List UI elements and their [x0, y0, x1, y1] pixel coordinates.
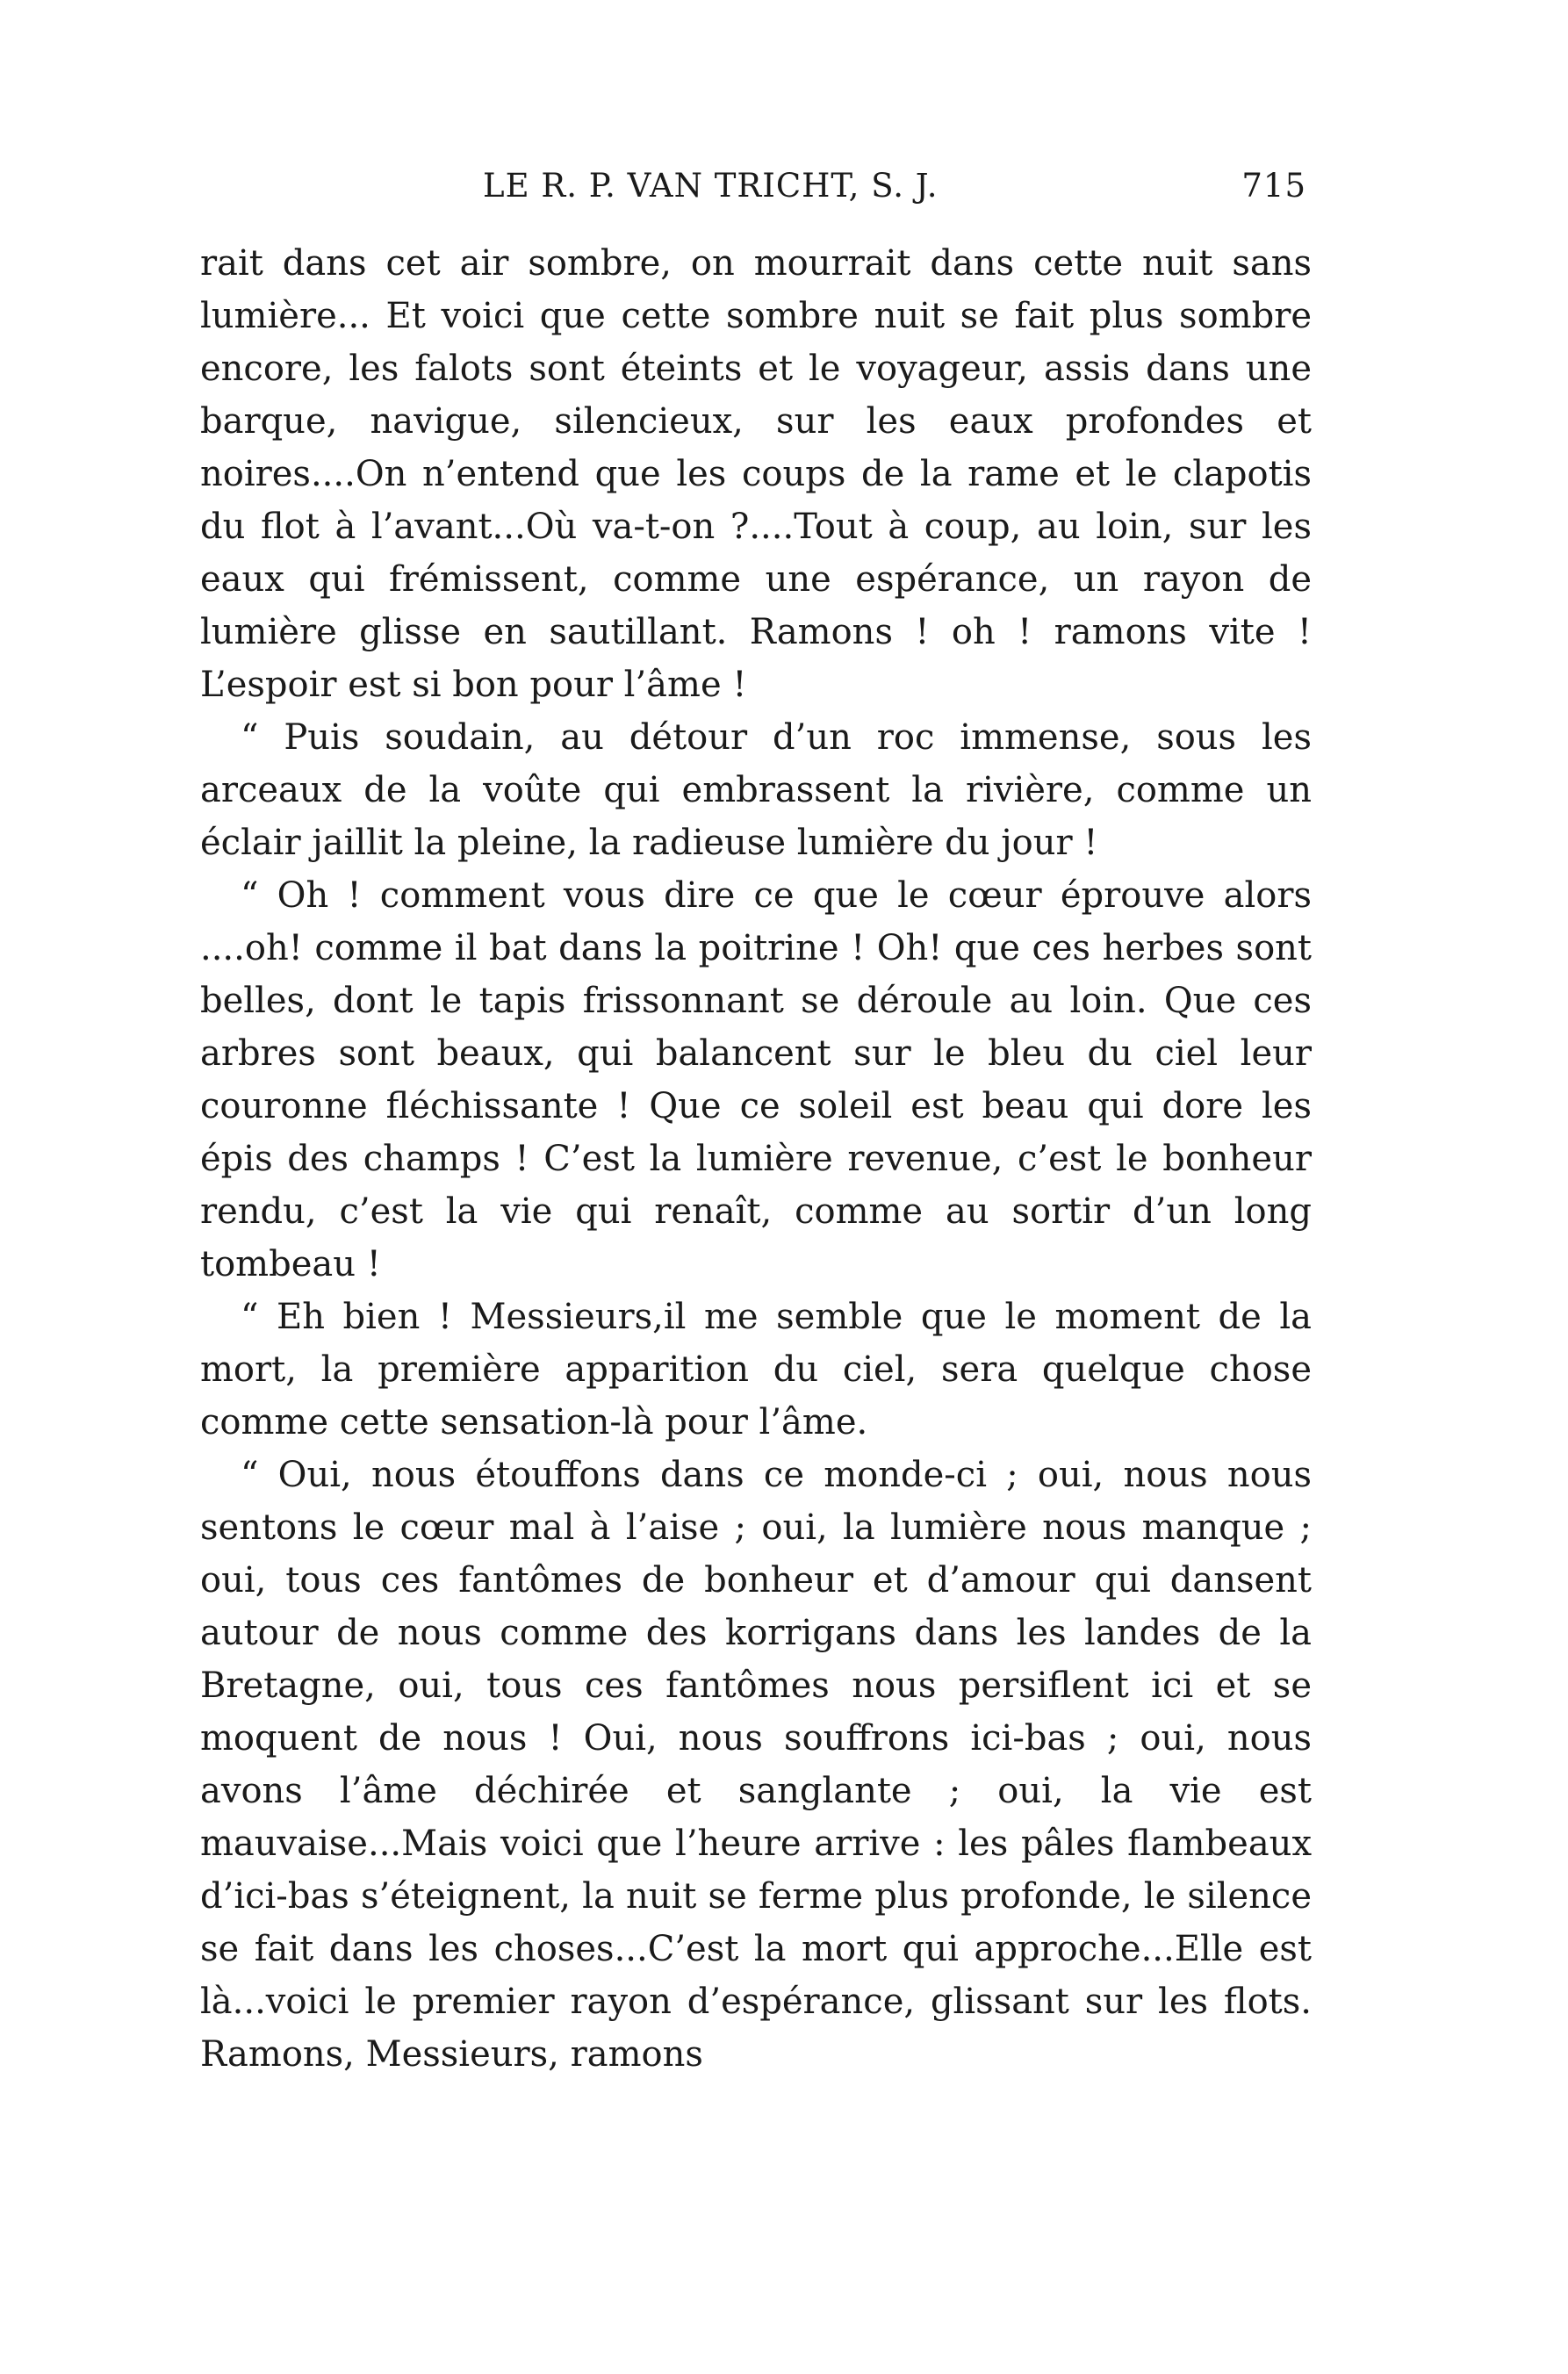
running-title: LE R. P. VAN TRICHT, S. J.: [483, 167, 939, 205]
body-text: [200, 237, 1312, 2081]
paragraph-quote-puis-soudain: “ Puis soudain, au détour d’un roc immense, sous les arceaux de la voûte qui embrassent la rivière, comme un éclair jaillit la pleine, la radieuse lumière du jour !: [200, 717, 1312, 863]
paragraph-quote-eh-bien: “ Eh bien ! Messieurs,il me semble que le moment de la mort, la première apparition du ciel, sera quelque chose comme cette sensation-là pour l’âme.: [200, 1297, 1312, 1442]
book-page: [200, 167, 1312, 2081]
paragraph-continued: rait dans cet air sombre, on mourrait dans cette nuit sans lumière... Et voici que cette sombre nuit se fait plus sombre encore, les falots sont éteints et le voyageur, assis dans une barque, navigue, silencieux, sur les eaux profondes et noires....On n’entend que les coups de la rame et le clapotis du flot à l’avant...Où va-t-on ?....Tout à coup, au loin, sur les eaux qui frémissent, comme une espérance, un rayon de lumière glisse en sautillant. Ramons ! oh ! ramons vite ! L’espoir est si bon pour l’âme !: [200, 243, 1312, 705]
paragraph-quote-oui-nous: “ Oui, nous étouffons dans ce monde-ci ; oui, nous nous sentons le cœur mal à l’aise ; oui, la lumière nous manque ; oui, tous ces fantômes de bonheur et d’amour qui dansent autour de nous comme des korrigans dans les landes de la Bretagne, oui, tous ces fantômes nous persiflent ici et se moquent de nous ! Oui, nous souffrons ici-bas ; oui, nous avons l’âme déchirée et sanglante ; oui, la vie est mauvaise...Mais voici que l’heure arrive : les pâles flambeaux d’ici-bas s’éteignent, la nuit se ferme plus profonde, le silence se fait dans les choses...C’est la mort qui approche...Elle est là...voici le premier rayon d’espérance, glissant sur les flots. Ramons, Messieurs, ramons: [200, 1455, 1312, 2075]
running-header: [200, 167, 1312, 219]
paragraph-quote-oh-comment: “ Oh ! comment vous dire ce que le cœur éprouve alors ....oh! comme il bat dans la poitrine ! Oh! que ces herbes sont belles, dont le tapis frissonnant se déroule au loin. Que ces arbres sont beaux, qui balancent sur le bleu du ciel leur couronne fléchissante ! Que ce soleil est beau qui dore les épis des champs ! C’est la lumière revenue, c’est le bonheur rendu, c’est la vie qui renaît, comme au sortir d’un long tombeau !: [200, 875, 1312, 1284]
page-number: 715: [1241, 167, 1306, 205]
